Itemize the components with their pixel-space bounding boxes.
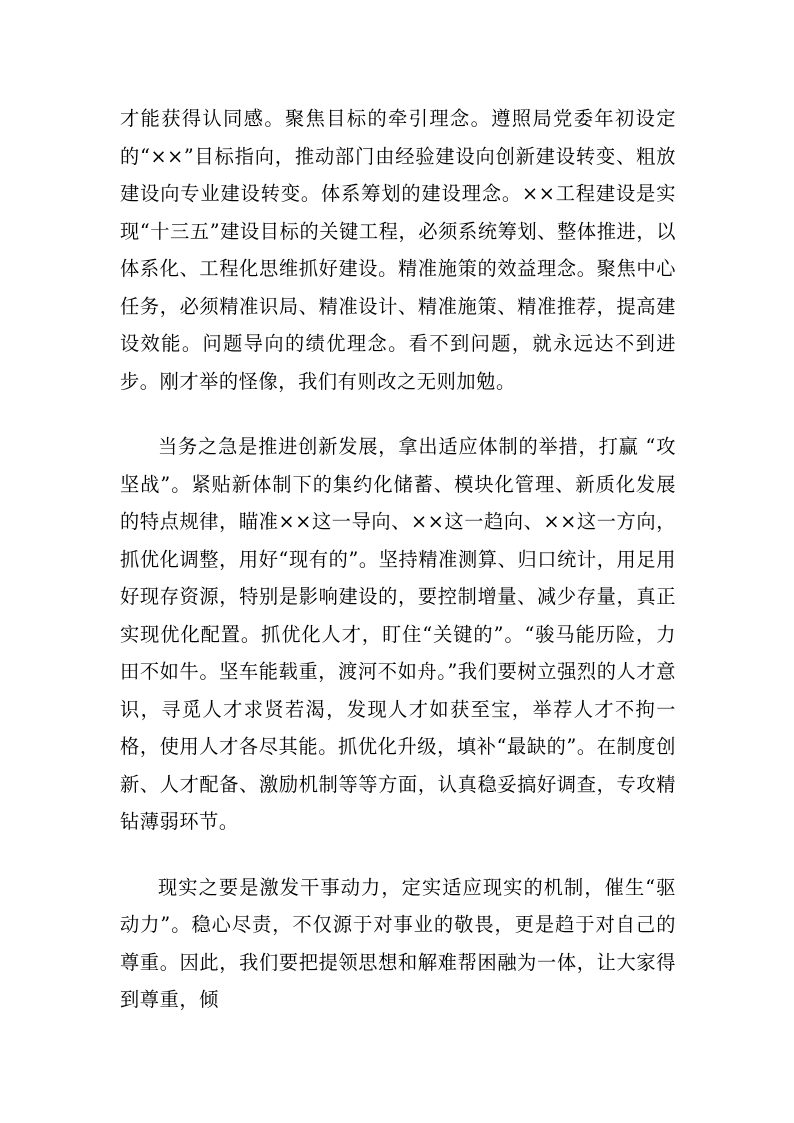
paragraph-innovation-development: 当务之急是推进创新发展，拿出适应体制的举措，打赢 “攻坚战”。紧贴新体制下的集约化储蓄、模块化管理、新质化发展的特点规律，瞄准××这一导向、××这一趋向、××这一方向，抓优化调整，用好“现有的”。坚持精准测算、归口统计，用足用好现存资源，特别是影响建设的，要控制增量、减少存量，真正实现优化配置。抓优化人才，盯住“关键的”。“骏马能历险，力田不如牛。坚车能载重，渡河不如舟。”我们要树立强烈的人才意识，寻觅人才求贤若渴，发现人才如获至宝，举荐人才不拘一格，使用人才各尽其能。抓优化升级，填补“最缺的”。在制度创新、人才配备、激励机制等等方面，认真稳妥搞好调查，专攻精钻薄弱环节。 bbox=[120, 435, 676, 833]
paragraph-motivation: 现实之要是激发干事动力，定实适应现实的机制，催生“驱动力”。稳心尽责，不仅源于对事业的敬畏，更是趋于对自己的尊重。因此，我们要把提领思想和解难帮困融为一体，让大家得到尊重，倾 bbox=[120, 875, 676, 1011]
document-body bbox=[120, 100, 676, 1019]
paragraph-continued: 才能获得认同感。聚焦目标的牵引理念。遵照局党委年初设定的“××”目标指向，推动部门由经验建设向创新建设转变、粗放建设向专业建设转变。体系筹划的建设理念。××工程建设是实现“十三五”建设目标的关键工程，必须系统筹划、整体推进，以体系化、工程化思维抓好建设。精准施策的效益理念。聚焦中心任务，必须精准识局、精准设计、精准施策、精准推荐，提高建设效能。问题导向的绩优理念。看不到问题，就永远达不到进步。刚才举的怪像，我们有则改之无则加勉。 bbox=[120, 107, 676, 393]
